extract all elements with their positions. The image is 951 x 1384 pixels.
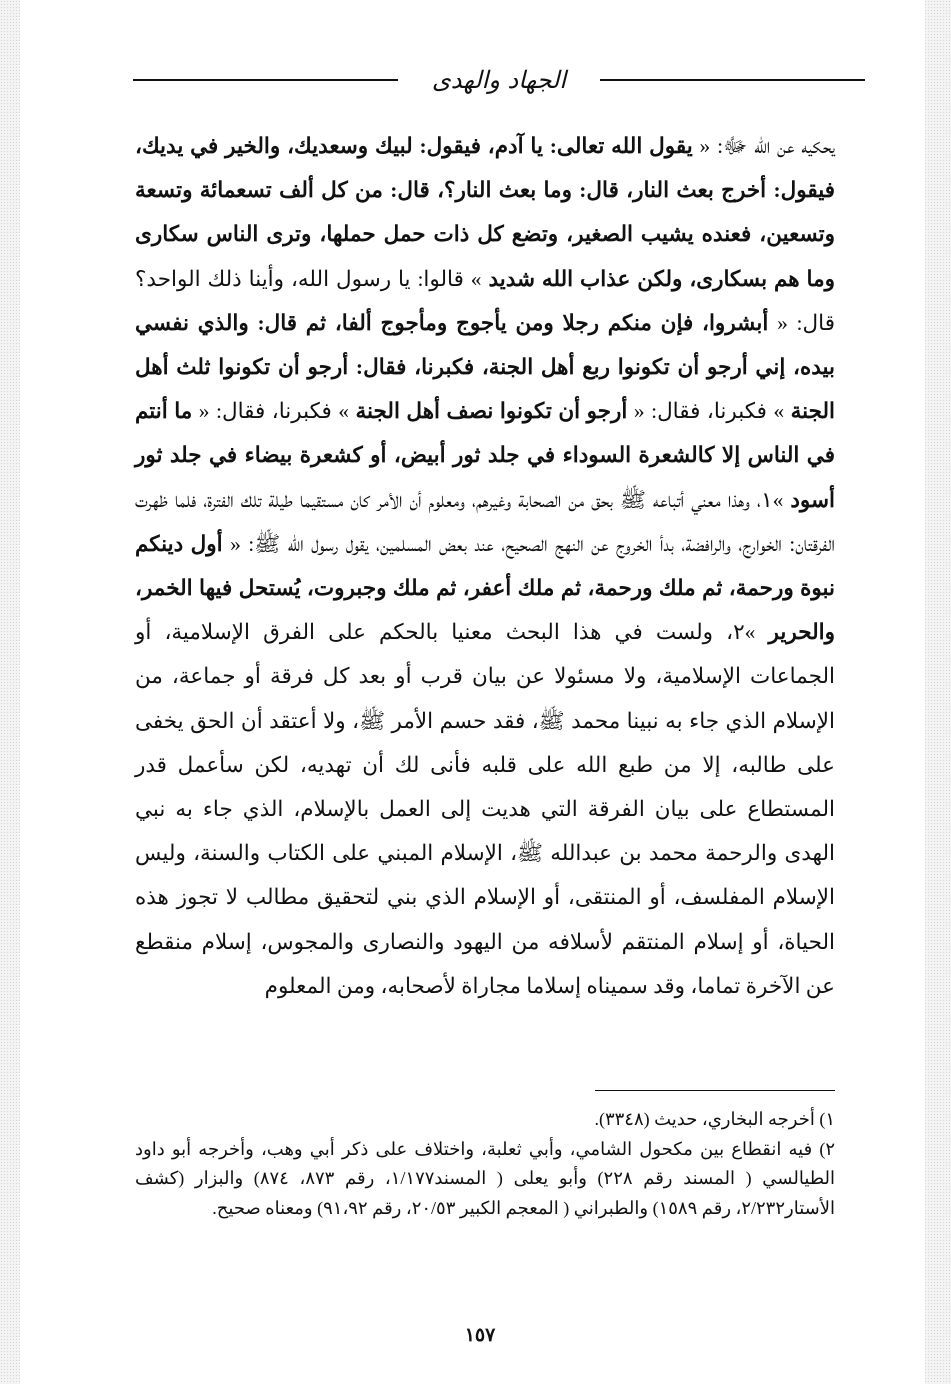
text-segment: » فكبرنا، فقال: « xyxy=(627,399,791,424)
hadith-text: أبشروا، فإن منكم رجلا ومن يأجوج ومأجوج ألفا، ثم قال: والذي نفسي بيده، إني أرجو أن تكونوا ربع أهل الجنة، فكبرنا، فقال: أرجو أن تكونوا ثلث أهل الجنة xyxy=(135,310,835,424)
text-segment: »٢، ولست في هذا البحث معنيا بالحكم على الفرق الإسلامية، أو الجماعات الإسلامية، ولا مسئولا عن بيان قرب أو بعد كل فرقة أو جماعة، من الإسلام الذي جاء به نبينا محمد ﷺ، فقد حسم الأمر ﷺ، ولا أعتقد أن الحق يخفى على طالبه، إلا من طبع الله على قلبه فأنى لك أن تهديه، لكن سأعمل قدر المستطاع على بيان الفرقة التي هديت إلى العمل بالإسلام، الذي جاء به نبي الهدى والرحمة محمد بن عبدالله ﷺ، الإسلام المبني على الكتاب والسنة، وليس الإسلام المفلسف، أو المنتقى، أو الإسلام الذي بني لتحقيق مطالب لا تجوز هذه الحياة، أو إسلام المنتقم لأسلافه من اليهود والنصارى والمجوس، إسلام منقطع عن الآخرة تماما، وقد سميناه إسلاما مجاراة لأصحابه، ومن المعلوم xyxy=(135,620,835,998)
hadith-text: يقول الله تعالى: يا آدم، فيقول: لبيك وسعديك، والخير في يديك، فيقول: أخرج بعث النار، قال: وما بعث النار؟، قال: من كل ألف تسعمائة وتسعة وتسعين، فعنده يشيب الصغير، وتضع كل ذات حمل حملها، وترى الناس سكارى وما هم بسكارى، ولكن عذاب الله شديد xyxy=(135,134,835,291)
header-title: الجهاد والهدى xyxy=(431,66,567,94)
hadith-text: أول دينكم نبوة ورحمة، ثم ملك ورحمة، ثم ملك أعفر، ثم ملك وجبروت، يُستحل فيها الخمر، والحرير xyxy=(135,531,835,645)
text-segment: » فكبرنا، فقال: « xyxy=(192,399,356,424)
footnote-separator xyxy=(595,1090,835,1091)
hadith-text: ما أنتم في الناس إلا كالشعرة السوداء في جلد ثور أبيض، أو كشعرة بيضاء في جلد ثور أسود xyxy=(135,399,836,512)
footnote-1: ١) أخرجه البخاري، حديث (٣٣٤٨). xyxy=(594,1109,835,1129)
header-rule-left xyxy=(133,79,398,81)
text-segment: يحكيه عن الله ﷻ: « xyxy=(692,134,836,158)
footnotes xyxy=(135,1105,835,1223)
text-segment: » قالوا: يا رسول الله، وأينا ذلك الواحد؟ قال: « xyxy=(135,266,835,335)
page-number: ١٥٧ xyxy=(464,1325,496,1346)
main-text xyxy=(135,124,835,1008)
header-rule-right xyxy=(600,79,865,81)
running-header xyxy=(133,62,865,98)
hadith-text: أرجو أن تكونوا نصف أهل الجنة xyxy=(355,399,628,424)
text-segment: »١، وهذا معني أتباعه ﷺ بحق من الصحابة وغيرهم، ومعلوم أن الأمر كان مستقيما طيلة تلك الفترة، فلما ظهرت الفرقتان: الخوارج، والرافضة، بدأ الخروج عن النهج الصحيح، عند بعض المسلمين، يقول رسول الله ﷺ: « xyxy=(135,487,835,556)
footnote-2: ٢) فيه انقطاع بين مكحول الشامي، وأبي ثعلبة، واختلاف على ذكر أبي وهب، وأخرجه أبو داود الطيالسي ( المسند رقم ٢٢٨) وأبو يعلى ( المسند١/١٧٧، رقم ٨٧٣، ٨٧٤) والبزار (كشف الأستار٢/٢٣٢، رقم ١٥٨٩) والطبراني ( المعجم الكبير ٢٠/٥٣، رقم ٩١،٩٢) ومعناه صحيح. xyxy=(135,1138,836,1218)
